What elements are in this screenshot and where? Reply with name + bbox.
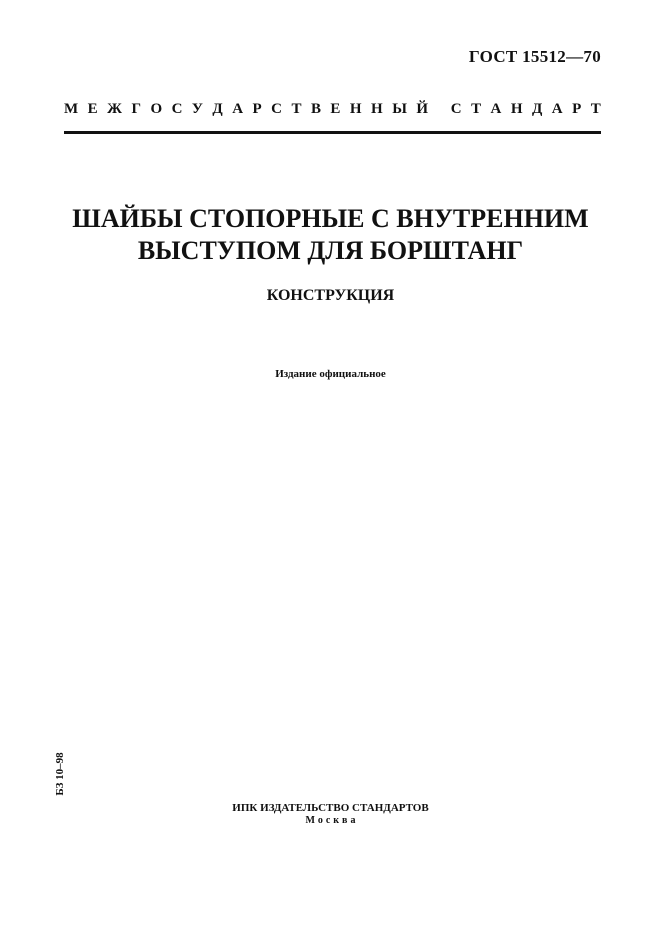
banner-letter: О: [150, 101, 163, 117]
standard-number: ГОСТ 15512—70: [468, 47, 601, 66]
document-title: [0, 203, 661, 267]
document-subtitle: КОНСТРУКЦИЯ: [266, 287, 395, 304]
side-code: БЗ 10–98: [54, 752, 66, 796]
publisher-name: ИПК ИЗДАТЕЛЬСТВО СТАНДАРТОВ: [232, 802, 429, 814]
banner-letter: [438, 101, 442, 118]
banner-letter: Г: [131, 101, 141, 117]
banner-letter: Н: [371, 101, 383, 117]
banner-letter: Д: [212, 101, 223, 117]
banner-letter: Н: [510, 101, 523, 117]
banner-letter: Н: [349, 101, 362, 117]
interstate-standard-banner: [64, 101, 601, 118]
header-rule: [64, 131, 601, 134]
banner-letter: В: [310, 101, 321, 117]
banner-letter: Т: [590, 101, 601, 117]
banner-letter: Д: [532, 101, 543, 117]
banner-letter: С: [171, 101, 183, 117]
banner-letter: Т: [291, 101, 302, 117]
banner-letter: Ы: [392, 101, 407, 117]
banner-letter: Й: [416, 101, 429, 117]
banner-letter: Е: [330, 101, 341, 117]
banner-letter: Р: [572, 101, 582, 117]
document-title-line-2: ВЫСТУПОМ ДЛЯ БОРШТАНГ: [137, 236, 524, 265]
banner-letter: Е: [87, 101, 98, 117]
banner-letter: С: [450, 101, 462, 117]
banner-letter: У: [191, 101, 203, 117]
banner-letter: С: [271, 101, 282, 117]
banner-letter: Т: [471, 101, 482, 117]
banner-letter: Ж: [107, 101, 122, 117]
banner-letter: Р: [252, 101, 262, 117]
edition-note: Издание официальное: [275, 368, 386, 380]
document-title-line-1: ШАЙБЫ СТОПОРНЫЕ С ВНУТРЕННИМ: [72, 204, 589, 233]
banner-letter: А: [490, 101, 502, 117]
banner-letter: А: [232, 101, 244, 117]
banner-letter: А: [551, 101, 563, 117]
banner-letter: М: [64, 101, 79, 117]
publisher-city: Москва: [305, 815, 359, 826]
